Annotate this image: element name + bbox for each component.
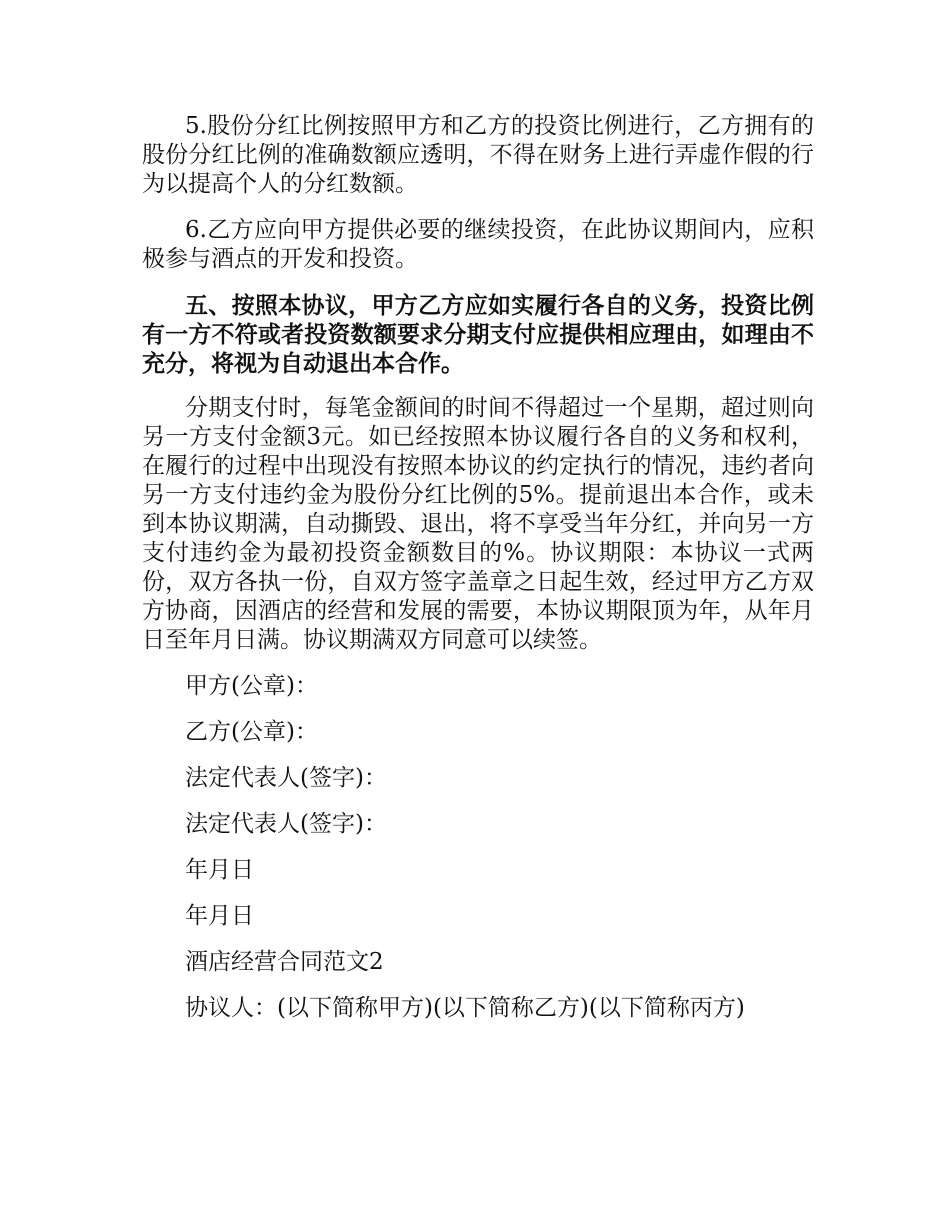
legal-rep-signature-line: 法定代表人(签字)： xyxy=(185,811,387,837)
clause-6-paragraph: 6.乙方应向甲方提供必要的继续投资，在此协议期间内，应积极参与酒点的开发和投资。 xyxy=(142,217,814,272)
clause-5-paragraph: 5.股份分红比例按照甲方和乙方的投资比例进行，乙方拥有的股份分红比例的准确数额应透明，不得在财务上进行弄虚作假的行为以提高个人的分红数额。 xyxy=(142,113,814,197)
date-line: 年月日 xyxy=(185,857,254,883)
parties-line: 协议人：(以下简称甲方)(以下简称乙方)(以下简称丙方) xyxy=(185,995,745,1021)
legal-rep-signature-line: 法定代表人(签字)： xyxy=(185,765,387,791)
party-a-seal-line: 甲方(公章)： xyxy=(185,673,318,699)
date-line: 年月日 xyxy=(185,903,254,929)
installment-terms-paragraph: 分期支付时，每笔金额间的时间不得超过一个星期，超过则向另一方支付金额3元。如已经按照本协议履行各自的义务和权利，在履行的过程中出现没有按照本协议的约定执行的情况，违约者向另一方支付违约金为股份分红比例的5%。提前退出本合作，或未到本协议期满，自动撕毁、退出，将不享受当年分红，并向另一方支付违约金为最初投资金额数目的%。协议期限：本协议一式两份，双方各执一份，自双方签字盖章之日起生效，经过甲方乙方双方协商，因酒店的经营和发展的需要，本协议期限顶为年，从年月日至年月日满。协议期满双方同意可以续签。 xyxy=(142,395,814,653)
section-5-heading: 五、按照本协议，甲方乙方应如实履行各自的义务，投资比例有一方不符或者投资数额要求分期支付应提供相应理由，如理由不充分，将视为自动退出本合作。 xyxy=(142,292,814,377)
next-document-title: 酒店经营合同范文2 xyxy=(185,949,384,975)
document-page xyxy=(142,112,814,1040)
party-b-seal-line: 乙方(公章)： xyxy=(185,719,318,745)
